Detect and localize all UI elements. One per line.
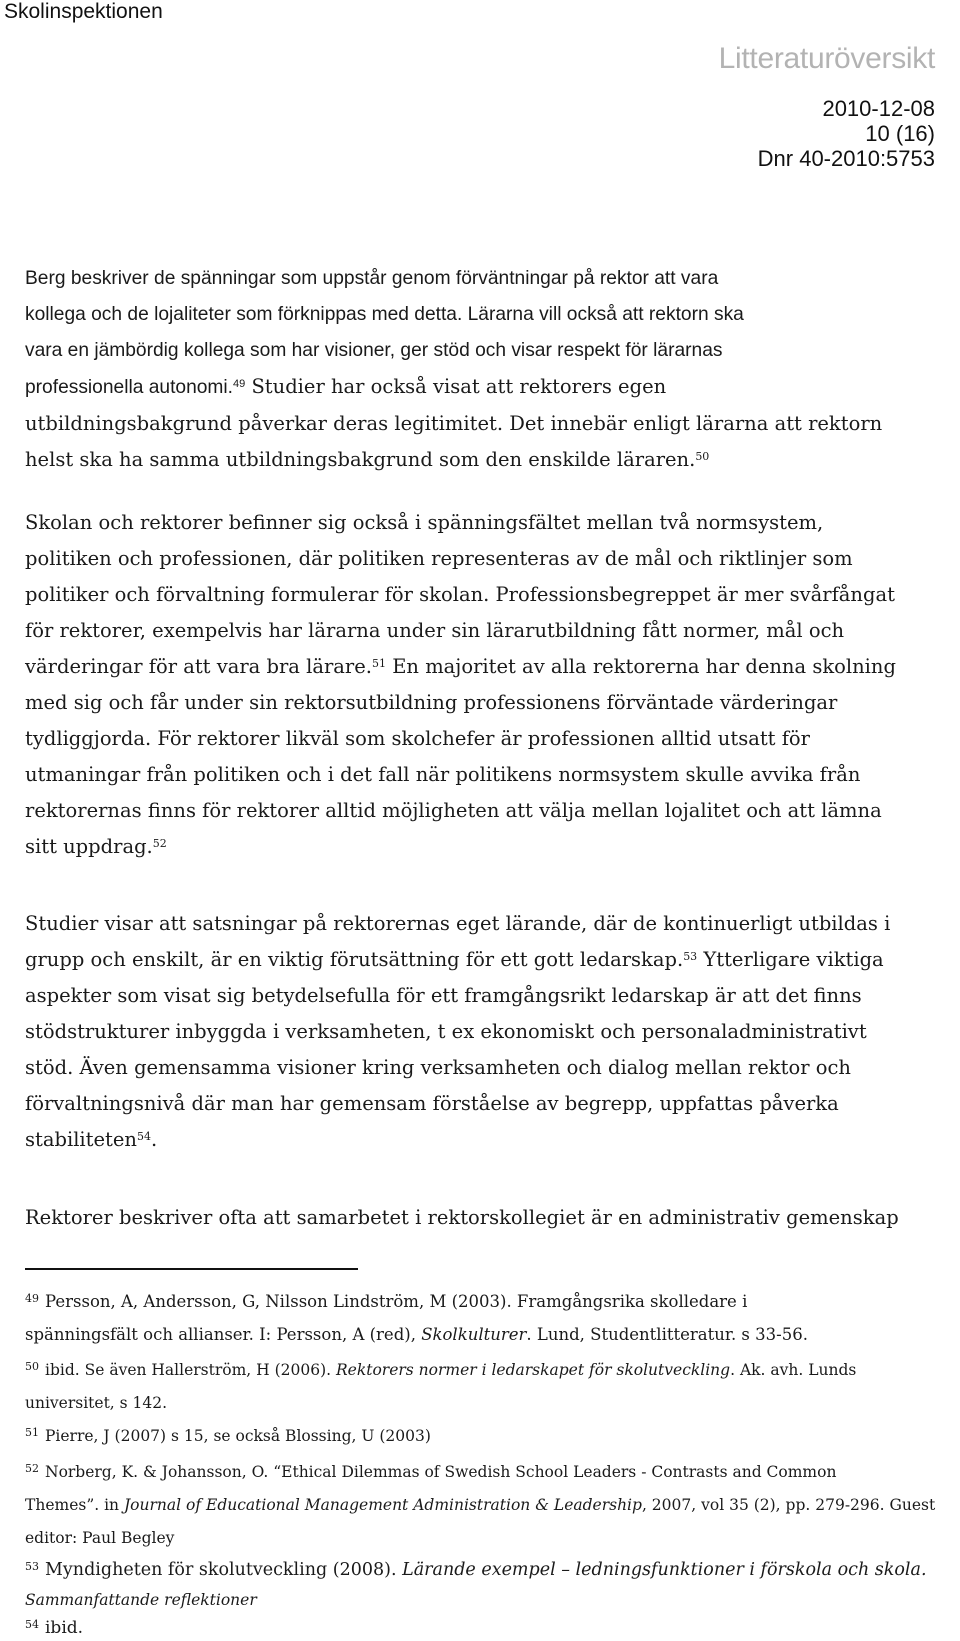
text-segment: Studier har också visat att rektorers egen xyxy=(245,375,667,398)
document-reference: Dnr 40-2010:5753 xyxy=(757,146,935,171)
text-segment: ibid. Se även Hallerström, H (2006). xyxy=(45,1361,336,1379)
footnote-51 xyxy=(25,1416,945,1453)
footnote-ref-52[interactable]: 52 xyxy=(152,837,167,850)
text-line: utbildningsbakgrund påverkar deras legitimitet. Det innebär enligt lärarna att rektorn xyxy=(25,412,883,435)
text-line: aspekter som visat sig betydelsefulla för ett framgångsrikt ledarskap är att det finns xyxy=(25,984,862,1007)
text-line: stöd. Även gemensamma visioner kring verksamheten och dialog mellan rektor och xyxy=(25,1056,851,1079)
text-segment: ibid. xyxy=(45,1618,84,1638)
text-segment: Myndigheten för skolutveckling (2008). xyxy=(45,1560,403,1580)
paragraph-2 xyxy=(25,505,945,865)
footnote-line xyxy=(25,1612,945,1641)
text-segment: värderingar för att vara bra lärare. xyxy=(25,655,372,678)
page-number: 10 (16) xyxy=(865,121,935,146)
text-line: Rektorer beskriver ofta att samarbetet i rektorskollegiet är en administrativ gemenskap xyxy=(25,1206,899,1229)
text-segment: stabiliteten xyxy=(25,1128,137,1151)
footnote-line xyxy=(25,1585,945,1615)
text-segment: Norberg, K. & Johansson, O. “Ethical Dilemmas of Swedish School Leaders - Contrasts and Common xyxy=(45,1463,837,1481)
text-line xyxy=(25,942,945,978)
footnote-ref-53[interactable]: 53 xyxy=(683,950,698,963)
footnote-line xyxy=(25,1416,945,1453)
footnote-ref-50[interactable]: 50 xyxy=(695,450,710,463)
document-meta xyxy=(758,96,935,171)
text-segment: . xyxy=(150,1128,158,1151)
text-segment: , 2007, vol 35 (2), pp. 279-296. Guest xyxy=(641,1496,936,1514)
footnote-54 xyxy=(25,1612,945,1641)
footnote-line xyxy=(25,1489,945,1522)
footnote-number: 51 xyxy=(25,1426,39,1439)
text-segment: Lärande exempel – ledningsfunktioner i förskola och skola. xyxy=(402,1560,927,1580)
text-line: förvaltningsnivå där man har gemensam förståelse av begrepp, uppfattas påverka xyxy=(25,1092,839,1115)
text-segment: Skolkulturer xyxy=(421,1325,527,1344)
footnote-number: 49 xyxy=(25,1292,39,1305)
text-line: Skolan och rektorer befinner sig också i spänningsfältet mellan två normsystem, xyxy=(25,511,824,534)
text-segment: Persson, A, Andersson, G, Nilsson Lindström, M (2003). Framgångsrika skolledare i xyxy=(45,1292,748,1311)
footnote-line xyxy=(25,1350,945,1387)
text-segment: . Ak. avh. Lunds xyxy=(730,1361,857,1379)
text-segment: professionella autonomi. xyxy=(25,377,233,398)
footnote-line xyxy=(25,1552,945,1585)
text-segment: helst ska ha samma utbildningsbakgrund som den enskilde läraren. xyxy=(25,448,696,471)
text-line: politiken och professionen, där politiken representeras av de mål och riktlinjer som xyxy=(25,547,853,570)
footnote-49 xyxy=(25,1282,945,1351)
footnote-line: universitet, s 142. xyxy=(25,1394,168,1412)
text-segment: En majoritet av alla rektorerna har denna skolning xyxy=(386,655,896,678)
text-line xyxy=(25,649,945,685)
text-line: kollega och de lojaliteter som förknippas med detta. Lärarna vill också att rektorn ska xyxy=(25,304,744,325)
text-line: utmaningar från politiken och i det fall när politikens normsystem skulle avvika från xyxy=(25,763,861,786)
text-segment: grupp och enskilt, är en viktig förutsättning för ett gott ledarskap. xyxy=(25,948,684,971)
document-title: Litteraturöversikt xyxy=(718,42,935,75)
text-segment: Rektorers normer i ledarskapet för skolutveckling xyxy=(335,1361,731,1379)
footnote-separator xyxy=(25,1268,358,1270)
paragraph-1 xyxy=(25,261,945,478)
footnote-53 xyxy=(25,1552,945,1615)
paragraph-4 xyxy=(25,1200,945,1236)
footnote-number: 54 xyxy=(25,1618,39,1631)
text-segment: Themes”. in xyxy=(25,1496,124,1514)
text-line: politiker och förvaltning formulerar för skolan. Professionsbegreppet är mer svårfångat xyxy=(25,583,895,606)
text-segment: sitt uppdrag. xyxy=(25,835,153,858)
footnote-ref-51[interactable]: 51 xyxy=(372,657,386,670)
footnote-line xyxy=(25,1452,945,1489)
footnote-52 xyxy=(25,1452,945,1555)
text-line: Studier visar att satsningar på rektorernas eget lärande, där de kontinuerligt utbildas i xyxy=(25,912,891,935)
text-segment: Pierre, J (2007) s 15, se också Blossing, U (2003) xyxy=(45,1427,431,1445)
footnote-50 xyxy=(25,1350,945,1420)
text-line xyxy=(25,369,945,406)
text-line: vara en jämbördig kollega som har visioner, ger stöd och visar respekt för lärarnas xyxy=(25,340,723,361)
footnote-number: 50 xyxy=(25,1360,39,1373)
text-line xyxy=(25,1122,945,1158)
footnote-line: editor: Paul Begley xyxy=(25,1529,175,1547)
text-segment: spänningsfält och allianser. I: Persson, A (red), xyxy=(25,1325,422,1344)
text-line xyxy=(25,442,945,478)
text-line: tydliggjorda. För rektorer likväl som skolchefer är professionen alltid utsatt för xyxy=(25,727,810,750)
text-line: Berg beskriver de spänningar som uppstår genom förväntningar på rektor att vara xyxy=(25,268,719,289)
footnote-line xyxy=(25,1282,945,1318)
text-line xyxy=(25,829,945,865)
footnote-ref-49[interactable]: 49 xyxy=(233,378,246,390)
text-segment: Sammanfattande reflektioner xyxy=(25,1591,257,1609)
text-line: med sig och får under sin rektorsutbildning professionens förväntade värderingar xyxy=(25,691,838,714)
text-line: rektorernas finns för rektorer alltid möjligheten att välja mellan lojalitet och att lämna xyxy=(25,799,882,822)
paragraph-3 xyxy=(25,906,945,1158)
footnote-number: 53 xyxy=(25,1560,39,1573)
text-segment: . Lund, Studentlitteratur. s 33-56. xyxy=(526,1325,808,1344)
text-line: stödstrukturer inbyggda i verksamheten, t ex ekonomiskt och personaladministrativt xyxy=(25,1020,867,1043)
text-line: för rektorer, exempelvis har lärarna under sin lärarutbildning fått normer, mål och xyxy=(25,619,845,642)
footnote-number: 52 xyxy=(25,1462,39,1475)
organization-name: Skolinspektionen xyxy=(4,0,163,23)
document-date: 2010-12-08 xyxy=(822,96,935,121)
footnote-line xyxy=(25,1318,945,1351)
text-segment: Journal of Educational Management Administration & Leadership xyxy=(123,1496,642,1514)
footnote-ref-54[interactable]: 54 xyxy=(136,1130,151,1143)
text-segment: Ytterligare viktiga xyxy=(697,948,884,971)
